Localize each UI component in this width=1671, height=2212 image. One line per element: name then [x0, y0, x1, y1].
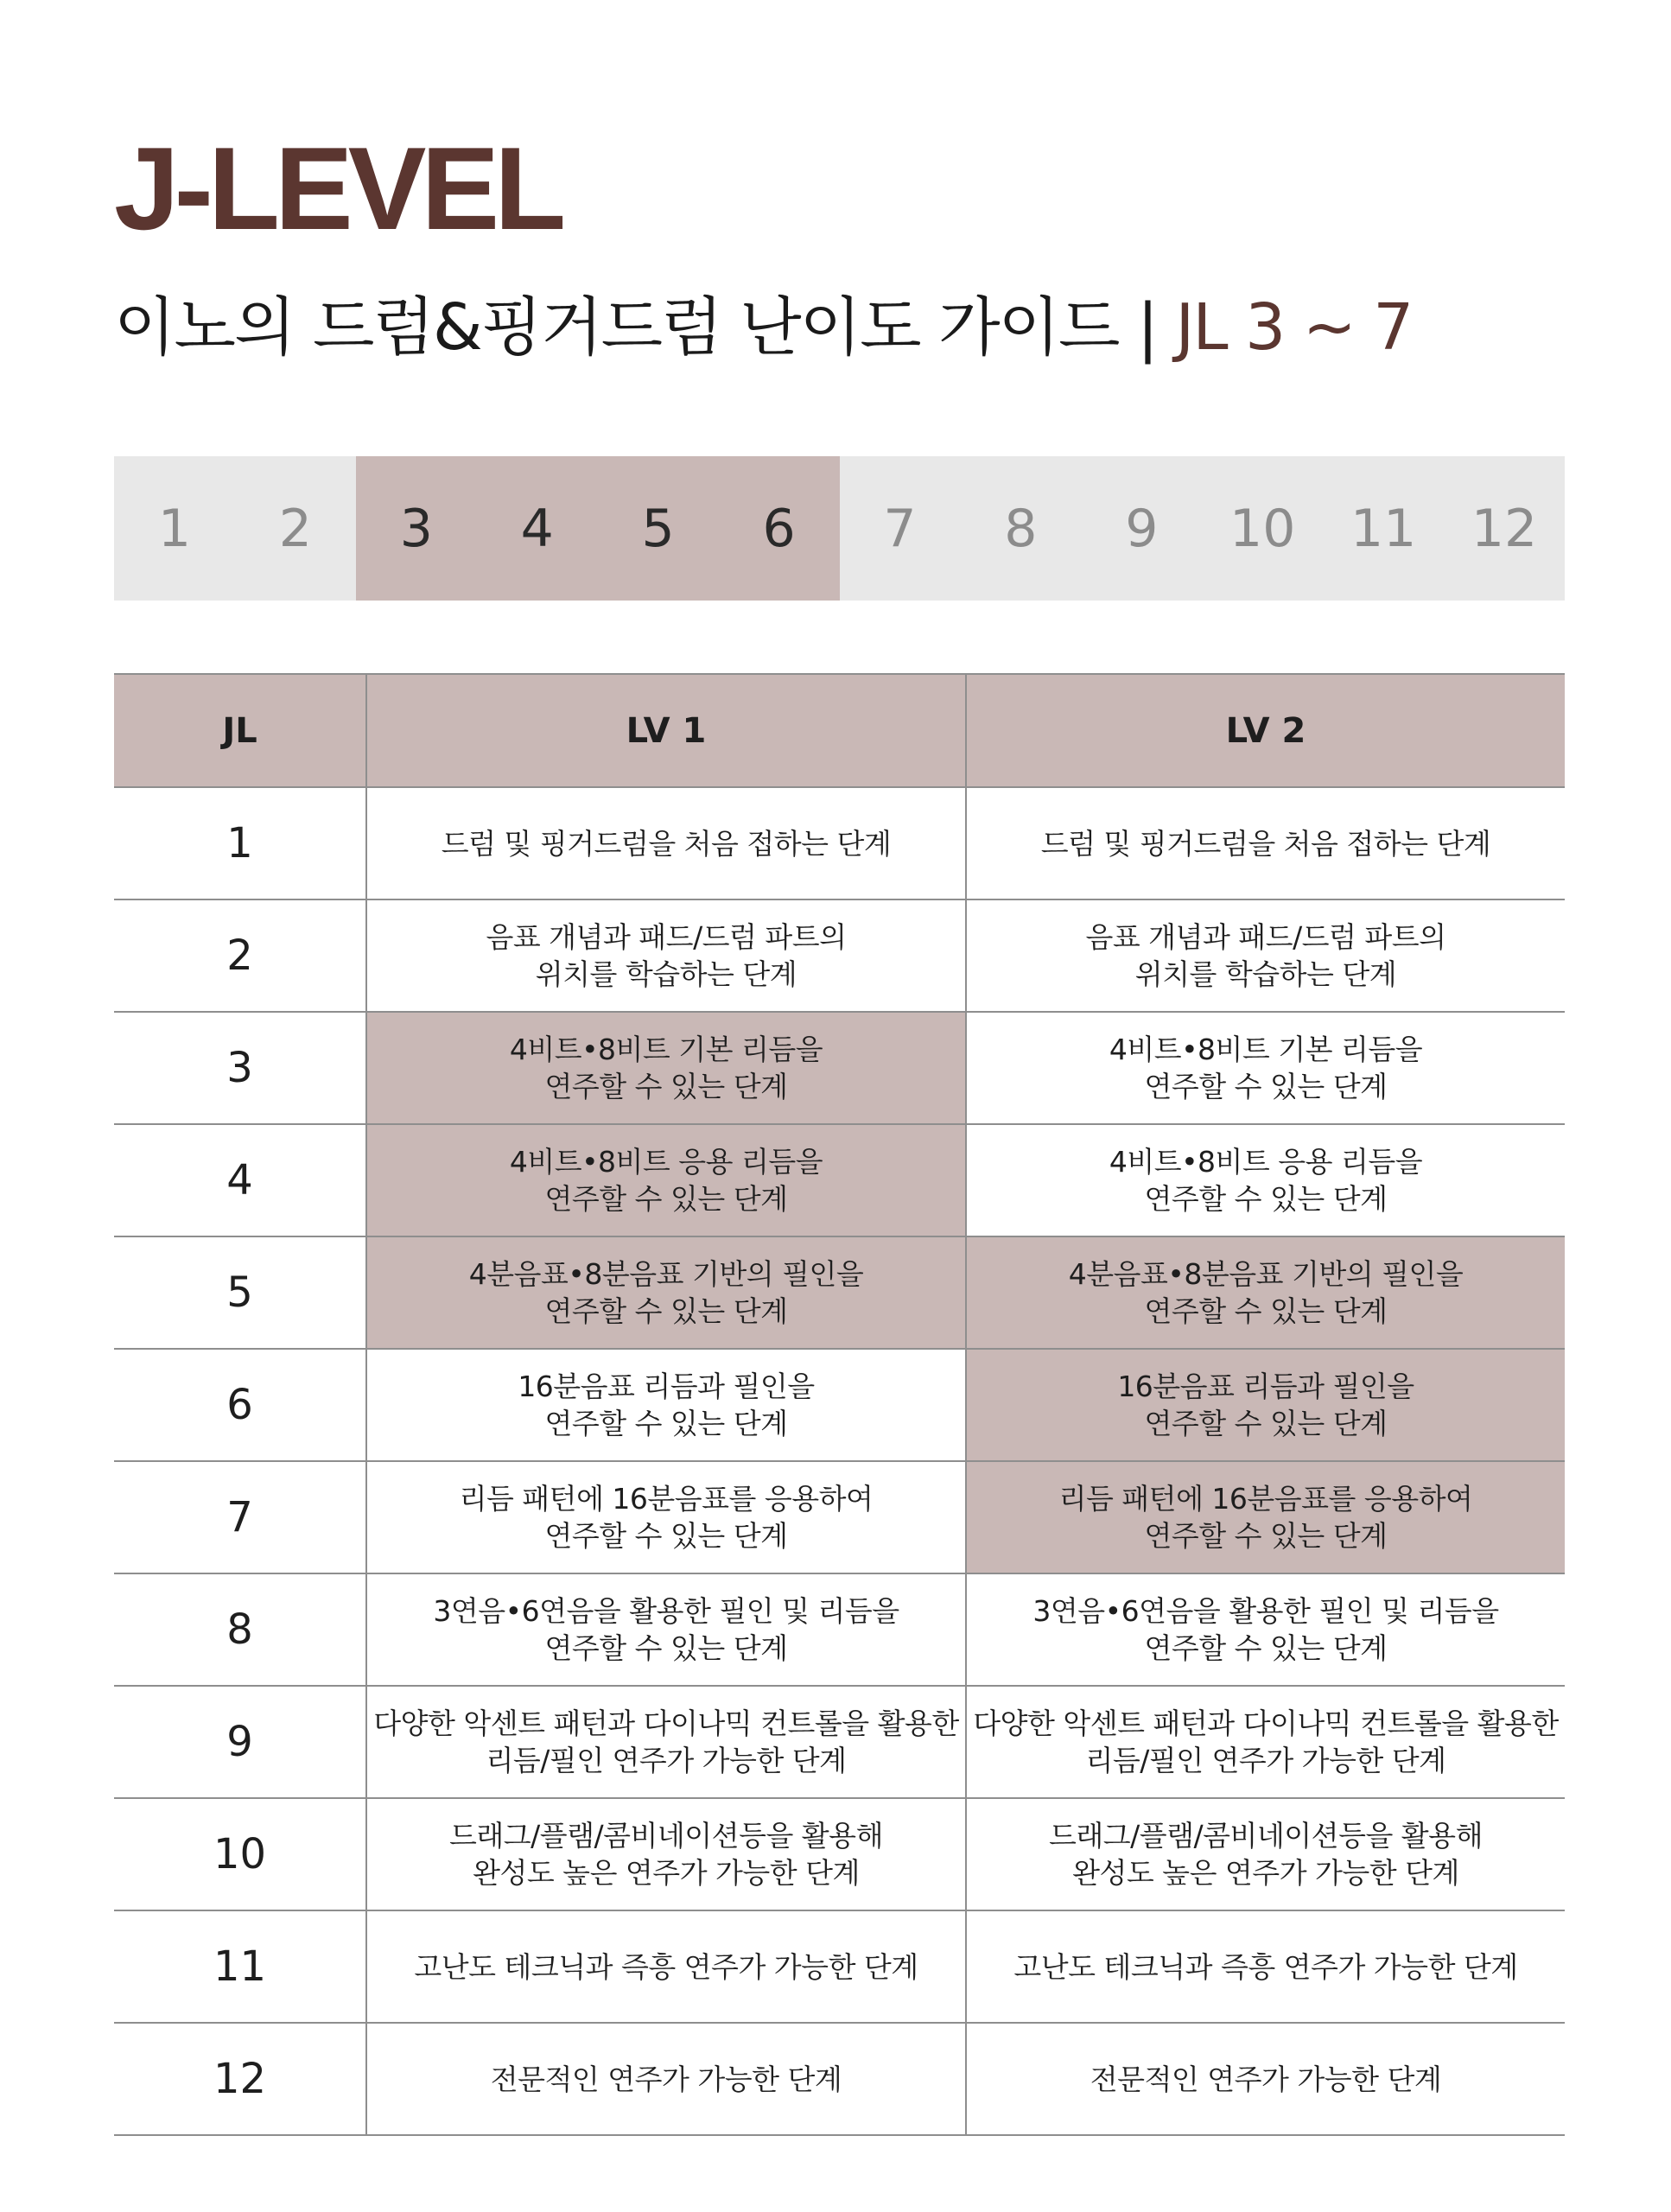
description-line: 다양한 악센트 패턴과 다이나믹 컨트롤을 활용한 [373, 1707, 959, 1740]
description-line: 완성도 높은 연주가 가능한 단계 [473, 1856, 860, 1890]
description-line: 4비트•8비트 기본 리듬을 [509, 1033, 823, 1066]
lv1-description [366, 1124, 966, 1236]
jl-number: 9 [114, 1686, 366, 1798]
jl-number: 4 [114, 1124, 366, 1236]
level-scale-item: 3 [356, 456, 477, 601]
jl-number: 11 [114, 1910, 366, 2023]
lv2-description [966, 2023, 1565, 2135]
header-lv1: LV 1 [366, 674, 966, 787]
level-scale-item: 4 [477, 456, 598, 601]
table-row [114, 899, 1565, 1012]
lv1-description [366, 1910, 966, 2023]
description-line: 연주할 수 있는 단계 [1144, 1519, 1388, 1553]
description-line: 리듬/필인 연주가 가능한 단계 [1085, 1744, 1446, 1777]
lv2-description [966, 1236, 1565, 1349]
description-line: 연주할 수 있는 단계 [1144, 1182, 1388, 1216]
jl-number: 6 [114, 1349, 366, 1461]
description-line: 연주할 수 있는 단계 [1144, 1294, 1388, 1328]
lv2-description [966, 1461, 1565, 1573]
lv1-description [366, 1573, 966, 1686]
description-line: 드래그/플램/콤비네이션등을 활용해 [1049, 1819, 1483, 1853]
lv1-description [366, 1686, 966, 1798]
description-line: 다양한 악센트 패턴과 다이나믹 컨트롤을 활용한 [973, 1707, 1559, 1740]
lv2-description [966, 1686, 1565, 1798]
description-line: 드럼 및 핑거드럼을 처음 접하는 단계 [441, 826, 892, 861]
lv2-description [966, 787, 1565, 899]
description-line: 3연음•6연음을 활용한 필인 및 리듬을 [1032, 1594, 1499, 1628]
description-line: 드럼 및 핑거드럼을 처음 접하는 단계 [1040, 826, 1491, 861]
description-line: 전문적인 연주가 가능한 단계 [1090, 2062, 1442, 2096]
table-row [114, 1012, 1565, 1124]
description-line: 드래그/플램/콤비네이션등을 활용해 [449, 1819, 883, 1853]
table-header-row [114, 674, 1565, 787]
subtitle-main: 이노의 드럼&핑거드럼 난이도 가이드 | [114, 290, 1176, 365]
description-line: 연주할 수 있는 단계 [1144, 1631, 1388, 1665]
level-scale-item: 9 [1125, 498, 1159, 559]
jl-number: 5 [114, 1236, 366, 1349]
description-line: 4비트•8비트 응용 리듬을 [509, 1145, 823, 1179]
level-scale-item: 6 [719, 456, 840, 601]
table-row [114, 1910, 1565, 2023]
description-line: 4비트•8비트 기본 리듬을 [1109, 1033, 1423, 1066]
subtitle-range: JL 3 ~ 7 [1175, 290, 1413, 365]
jl-number: 12 [114, 2023, 366, 2135]
level-scale-item: 2 [278, 498, 312, 559]
description-line: 연주할 수 있는 단계 [544, 1631, 788, 1665]
description-line: 4분음표•8분음표 기반의 필인을 [468, 1257, 864, 1291]
page-subtitle [114, 290, 1413, 365]
table-row [114, 2023, 1565, 2135]
level-scale-item: 12 [1471, 498, 1538, 559]
table-row [114, 1349, 1565, 1461]
level-scale-item: 8 [1004, 498, 1038, 559]
jl-number: 7 [114, 1461, 366, 1573]
lv1-description [366, 787, 966, 899]
jl-number: 2 [114, 899, 366, 1012]
table-row [114, 787, 1565, 899]
description-line: 연주할 수 있는 단계 [544, 1070, 788, 1103]
lv2-description [966, 1124, 1565, 1236]
description-line: 고난도 테크닉과 즉흥 연주가 가능한 단계 [1013, 1949, 1518, 1984]
lv1-description [366, 1349, 966, 1461]
description-line: 음표 개념과 패드/드럼 파트의 [1085, 920, 1446, 954]
description-line: 연주할 수 있는 단계 [544, 1182, 788, 1216]
jl-number: 3 [114, 1012, 366, 1124]
level-scale [114, 456, 1565, 601]
lv1-description [366, 1798, 966, 1910]
lv2-description [966, 1573, 1565, 1686]
lv2-description [966, 1012, 1565, 1124]
description-line: 연주할 수 있는 단계 [544, 1294, 788, 1328]
description-line: 완성도 높은 연주가 가능한 단계 [1072, 1856, 1459, 1890]
description-line: 위치를 학습하는 단계 [1134, 957, 1397, 991]
description-line: 연주할 수 있는 단계 [1144, 1407, 1388, 1440]
table-row [114, 1798, 1565, 1910]
lv1-description [366, 2023, 966, 2135]
level-scale-item: 10 [1229, 498, 1296, 559]
jl-number: 8 [114, 1573, 366, 1686]
description-line: 리듬/필인 연주가 가능한 단계 [486, 1744, 847, 1777]
description-line: 음표 개념과 패드/드럼 파트의 [486, 920, 847, 954]
description-line: 16분음표 리듬과 필인을 [518, 1370, 815, 1403]
description-line: 3연음•6연음을 활용한 필인 및 리듬을 [433, 1594, 899, 1628]
jl-number: 10 [114, 1798, 366, 1910]
lv1-description [366, 1236, 966, 1349]
lv1-description [366, 1461, 966, 1573]
table-row [114, 1461, 1565, 1573]
description-line: 연주할 수 있는 단계 [544, 1407, 788, 1440]
brand-title: J-LEVEL [114, 123, 562, 254]
description-line: 연주할 수 있는 단계 [1144, 1070, 1388, 1103]
lv2-description [966, 1349, 1565, 1461]
table-row [114, 1124, 1565, 1236]
lv1-description [366, 1012, 966, 1124]
level-table [114, 673, 1565, 2136]
lv2-description [966, 1798, 1565, 1910]
jl-number: 1 [114, 787, 366, 899]
description-line: 4분음표•8분음표 기반의 필인을 [1068, 1257, 1464, 1291]
description-line: 리듬 패턴에 16분음표를 응용하여 [1058, 1482, 1473, 1516]
lv1-description [366, 899, 966, 1012]
table-row [114, 1686, 1565, 1798]
header-jl: JL [114, 674, 366, 787]
level-scale-item: 11 [1350, 498, 1417, 559]
table-row [114, 1236, 1565, 1349]
description-line: 연주할 수 있는 단계 [544, 1519, 788, 1553]
description-line: 위치를 학습하는 단계 [535, 957, 797, 991]
description-line: 16분음표 리듬과 필인을 [1117, 1370, 1414, 1403]
level-scale-item: 5 [598, 456, 719, 601]
lv2-description [966, 899, 1565, 1012]
level-scale-item: 1 [157, 498, 192, 559]
level-scale-item: 7 [883, 498, 917, 559]
description-line: 고난도 테크닉과 즉흥 연주가 가능한 단계 [414, 1949, 918, 1984]
header-lv2: LV 2 [966, 674, 1565, 787]
description-line: 4비트•8비트 응용 리듬을 [1109, 1145, 1423, 1179]
description-line: 리듬 패턴에 16분음표를 응용하여 [459, 1482, 874, 1516]
table-row [114, 1573, 1565, 1686]
description-line: 전문적인 연주가 가능한 단계 [490, 2062, 842, 2096]
lv2-description [966, 1910, 1565, 2023]
